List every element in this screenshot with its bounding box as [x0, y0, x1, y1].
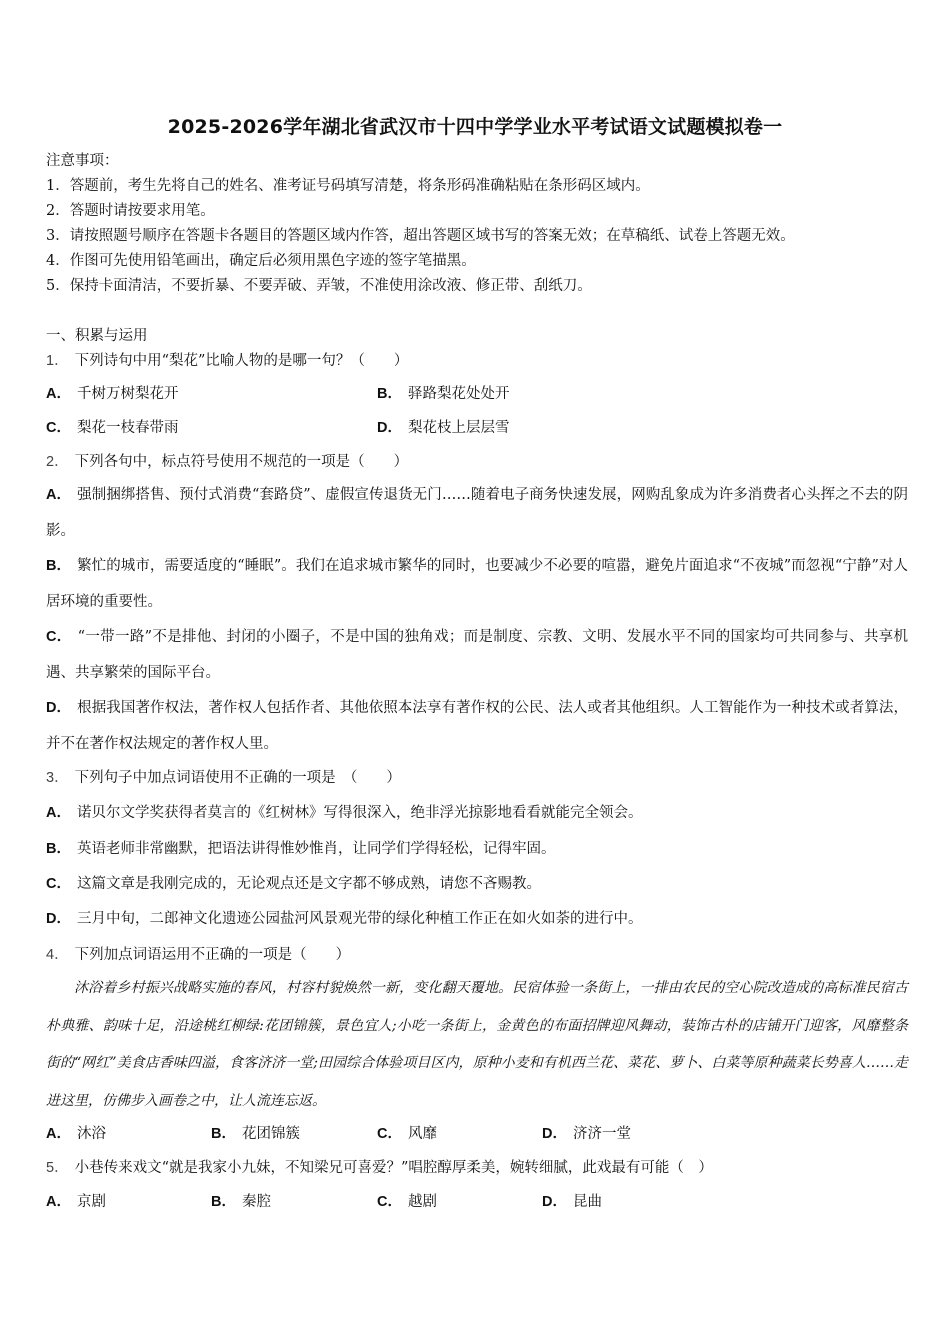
- option-label: C．: [377, 1126, 402, 1142]
- option-label: A．: [46, 487, 72, 503]
- question-text: 下列各句中，标点符号使用不规范的一项是（ ）: [74, 454, 409, 470]
- option-b: [211, 1124, 300, 1144]
- notice-heading: 注意事项：: [46, 153, 119, 169]
- option-text: 三月中旬，二郎神文化遗迹公园盐河风景观光带的绿化种植工作正在如火如荼的进行中。: [76, 911, 643, 927]
- question-text: 下列加点词语运用不正确的一项是（ ）: [74, 947, 351, 963]
- option-b: [377, 384, 509, 404]
- option-c: [377, 1192, 437, 1212]
- option-a: [46, 1124, 106, 1144]
- option-text: 秦腔: [241, 1194, 271, 1210]
- question-text: 下列诗句中用“梨花”比喻人物的是哪一句？（ ）: [74, 353, 409, 369]
- option-label: B．: [211, 1194, 236, 1210]
- option-text: 风靡: [407, 1126, 437, 1142]
- section-heading: 一、积累与运用: [46, 328, 148, 344]
- question-number: 5．: [46, 1160, 69, 1176]
- option-d: [377, 418, 509, 438]
- question-4-stem: [46, 945, 350, 965]
- option-text: 梨花枝上层层雪: [407, 420, 510, 436]
- option-text: 越剧: [407, 1194, 437, 1210]
- option-text: 昆曲: [572, 1194, 602, 1210]
- question-number: 3．: [46, 770, 69, 786]
- option-text: “一带一路”不是排他、封闭的小圈子，不是中国的独角戏；而是制度、宗教、文明、发展水平不同的国家均可共同参与、共享机遇、共享繁荣的国际平台。: [46, 629, 908, 681]
- question-1-stem: [46, 351, 408, 371]
- option-d: [542, 1192, 602, 1212]
- option-d: [46, 690, 908, 762]
- option-b: [211, 1192, 271, 1212]
- option-label: D．: [46, 911, 71, 927]
- option-label: B．: [46, 558, 72, 574]
- option-text: 强制捆绑搭售、预付式消费“套路贷”、虚假宣传退货无门……随着电子商务快速发展，网购乱象成为许多消费者心头挥之不去的阴影。: [46, 487, 908, 539]
- option-label: C．: [46, 876, 71, 892]
- option-text: 诺贝尔文学奖获得者莫言的《红树林》写得很深入，绝非浮光掠影地看看就能完全领会。: [76, 805, 643, 821]
- option-c: [46, 418, 178, 438]
- option-label: C．: [377, 1194, 402, 1210]
- option-label: D．: [377, 420, 402, 436]
- option-text: 繁忙的城市，需要适度的“睡眠”。我们在追求城市繁华的同时，也要减少不必要的喧嚣，避免片面追求“不夜城”而忽视“宁静”对人居环境的重要性。: [46, 558, 908, 610]
- option-text: 济济一堂: [572, 1126, 631, 1142]
- option-label: A．: [46, 1126, 71, 1142]
- option-text: 京剧: [76, 1194, 106, 1210]
- option-label: C．: [46, 420, 71, 436]
- option-d: [46, 909, 642, 929]
- question-text: 下列句子中加点词语使用不正确的一项是 （ ）: [74, 770, 401, 786]
- option-label: A．: [46, 805, 71, 821]
- question-number: 2．: [46, 454, 69, 470]
- option-text: 梨花一枝春带雨: [76, 420, 179, 436]
- notice-item: 3．请按照题号顺序在答题卡各题目的答题区域内作答，超出答题区域书写的答案无效；在草稿纸、试卷上答题无效。: [46, 228, 795, 244]
- option-c: [377, 1124, 437, 1144]
- option-text: 沐浴: [76, 1126, 106, 1142]
- question-number: 1．: [46, 353, 69, 369]
- option-text: 这篇文章是我刚完成的，无论观点还是文字都不够成熟，请您不吝赐教。: [76, 876, 541, 892]
- question-2-stem: [46, 452, 408, 472]
- option-text: 驿路梨花处处开: [407, 386, 510, 402]
- option-label: D．: [542, 1126, 567, 1142]
- option-label: C．: [46, 629, 72, 645]
- notice-item: 5．保持卡面清洁，不要折暴、不要弄破、弄皱，不准使用涂改液、修正带、刮纸刀。: [46, 278, 592, 294]
- option-text: 千树万树梨花开: [76, 386, 179, 402]
- option-a: [46, 477, 908, 549]
- option-text: 花团锦簇: [241, 1126, 300, 1142]
- option-a: [46, 803, 642, 823]
- option-label: A．: [46, 386, 71, 402]
- option-d: [542, 1124, 631, 1144]
- option-label: B．: [46, 841, 71, 857]
- question-text: 小巷传来戏文“就是我家小九妹，不知梁兄可喜爱？”唱腔醇厚柔美，婉转细腻，此戏最有可能（ ）: [74, 1160, 713, 1176]
- question-3-stem: [46, 768, 401, 788]
- option-label: B．: [211, 1126, 236, 1142]
- option-a: [46, 1192, 106, 1212]
- option-label: B．: [377, 386, 402, 402]
- notice-item: 4．作图可先使用铅笔画出，确定后必须用黑色字迹的签字笔描黑。: [46, 253, 476, 269]
- question-4-passage: 沐浴着乡村振兴战略实施的春风，村容村貌焕然一新，变化翻天覆地。民宿体验一条街上，一排由农民的空心院改造成的高标准民宿古朴典雅、韵味十足，沿途桃红柳绿:花团锦簇，景色宜人;小吃一条街上，金黄色的布面招牌迎风舞动，装饰古朴的店铺开门迎客，风靡整条街的“网红”美食店香味四溢，食客济济一堂;田园综合体验项目区内，原种小麦和有机西兰花、菜花、萝卜、白菜等原种蔬菜长势喜人……走进这里，仿佛步入画卷之中，让人流连忘返。: [46, 980, 908, 1109]
- question-5-stem: [46, 1158, 713, 1178]
- notice-item: 1．答题前，考生先将自己的姓名、准考证号码填写清楚，将条形码准确粘贴在条形码区域内。: [46, 178, 650, 194]
- option-text: 根据我国著作权法，著作权人包括作者、其他依照本法享有著作权的公民、法人或者其他组织。人工智能作为一种技术或者算法，并不在著作权法规定的著作权人里。: [46, 700, 908, 752]
- option-c: [46, 874, 541, 894]
- option-c: [46, 619, 908, 691]
- option-b: [46, 839, 555, 859]
- option-label: D．: [542, 1194, 567, 1210]
- option-text: 英语老师非常幽默，把语法讲得惟妙惟肖，让同学们学得轻松，记得牢固。: [76, 841, 556, 857]
- option-a: [46, 384, 178, 404]
- question-number: 4．: [46, 947, 69, 963]
- option-b: [46, 548, 908, 620]
- option-label: A．: [46, 1194, 71, 1210]
- notice-item: 2．答题时请按要求用笔。: [46, 203, 215, 219]
- option-label: D．: [46, 700, 72, 716]
- page-title: 2025-2026学年湖北省武汉市十四中学学业水平考试语文试题模拟卷一: [167, 116, 783, 138]
